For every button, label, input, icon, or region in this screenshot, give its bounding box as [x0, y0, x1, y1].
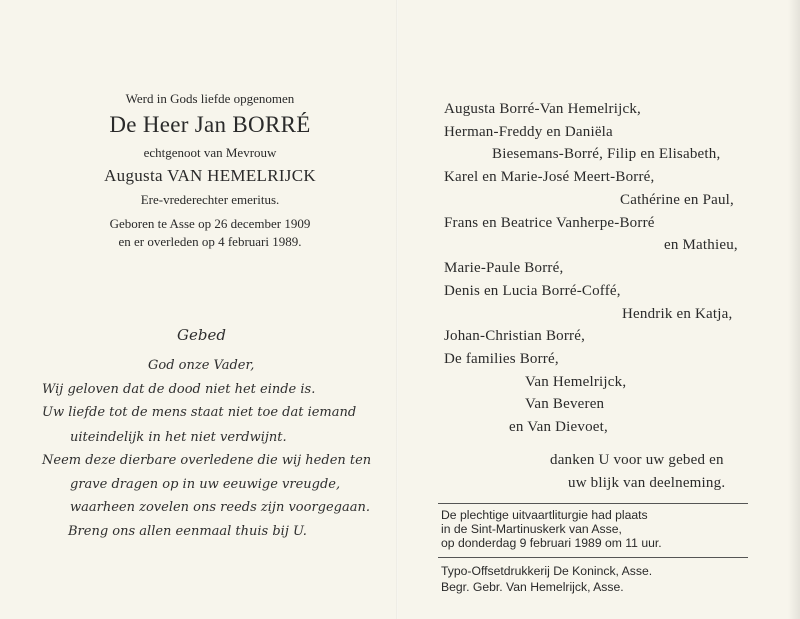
- funeral-line: op donderdag 9 februari 1989 om 11 uur.: [441, 536, 662, 550]
- family-line: Cathérine en Paul,: [620, 192, 734, 208]
- card-fold: [396, 0, 398, 619]
- prayer-line: Neem deze dierbare overledene die wij heden ten: [42, 453, 372, 468]
- family-line: Biesemans-Borré, Filip en Elisabeth,: [492, 146, 721, 162]
- family-line: Johan-Christian Borré,: [444, 328, 586, 344]
- death-text: en er overleden op 4 februari 1989.: [118, 234, 302, 249]
- family-line: Van Beveren: [525, 396, 605, 412]
- thanks-line: uw blijk van deelneming.: [568, 475, 726, 491]
- family-line: en Van Dievoet,: [509, 419, 608, 435]
- printer-line: Begr. Gebr. Van Hemelrijck, Asse.: [441, 580, 624, 594]
- prayer-title: Gebed: [177, 326, 226, 344]
- family-line: Hendrik en Katja,: [622, 306, 733, 322]
- family-line: Marie-Paule Borré,: [444, 260, 564, 276]
- family-line: Herman-Freddy en Daniëla: [444, 124, 613, 140]
- deceased-name: De Heer Jan BORRÉ: [109, 112, 311, 137]
- divider: [438, 557, 748, 558]
- family-line: Frans en Beatrice Vanherpe-Borré: [444, 215, 655, 231]
- prayer-line: God onze Vader,: [148, 358, 255, 373]
- spouse-intro: echtgenoot van Mevrouw: [143, 145, 277, 160]
- printer-line: Typo-Offsetdrukkerij De Koninck, Asse.: [441, 564, 653, 578]
- thanks-line: danken U voor uw gebed en: [550, 452, 724, 468]
- family-line: en Mathieu,: [664, 237, 738, 253]
- prayer-line: Wij geloven dat de dood niet het einde is.: [42, 382, 316, 397]
- card-edge-shadow: [788, 0, 800, 619]
- family-line: Karel en Marie-José Meert-Borré,: [444, 169, 655, 185]
- prayer-line: Uw liefde tot de mens staat niet toe dat iemand: [42, 405, 357, 420]
- deceased-title: Ere-vrederechter emeritus.: [140, 192, 280, 207]
- prayer-line: grave dragen op in uw eeuwige vreugde,: [70, 477, 341, 492]
- prayer-line: waarheen zovelen ons reeds zijn voorgegaan.: [70, 500, 371, 515]
- family-line: Van Hemelrijck,: [525, 374, 627, 390]
- divider: [438, 503, 748, 504]
- intro-text: Werd in Gods liefde opgenomen: [125, 91, 295, 106]
- funeral-line: De plechtige uitvaartliturgie had plaats: [441, 508, 648, 522]
- spouse-name: Augusta VAN HEMELRIJCK: [104, 166, 316, 185]
- prayer-line: Breng ons allen eenmaal thuis bij U.: [68, 524, 307, 539]
- family-line: De families Borré,: [444, 351, 559, 367]
- funeral-line: in de Sint-Martinuskerk van Asse,: [441, 522, 622, 536]
- family-line: Denis en Lucia Borré-Coffé,: [444, 283, 621, 299]
- prayer-line: uiteindelijk in het niet verdwijnt.: [70, 430, 287, 445]
- birth-text: Geboren te Asse op 26 december 1909: [109, 216, 311, 231]
- family-line: Augusta Borré-Van Hemelrijck,: [444, 101, 641, 117]
